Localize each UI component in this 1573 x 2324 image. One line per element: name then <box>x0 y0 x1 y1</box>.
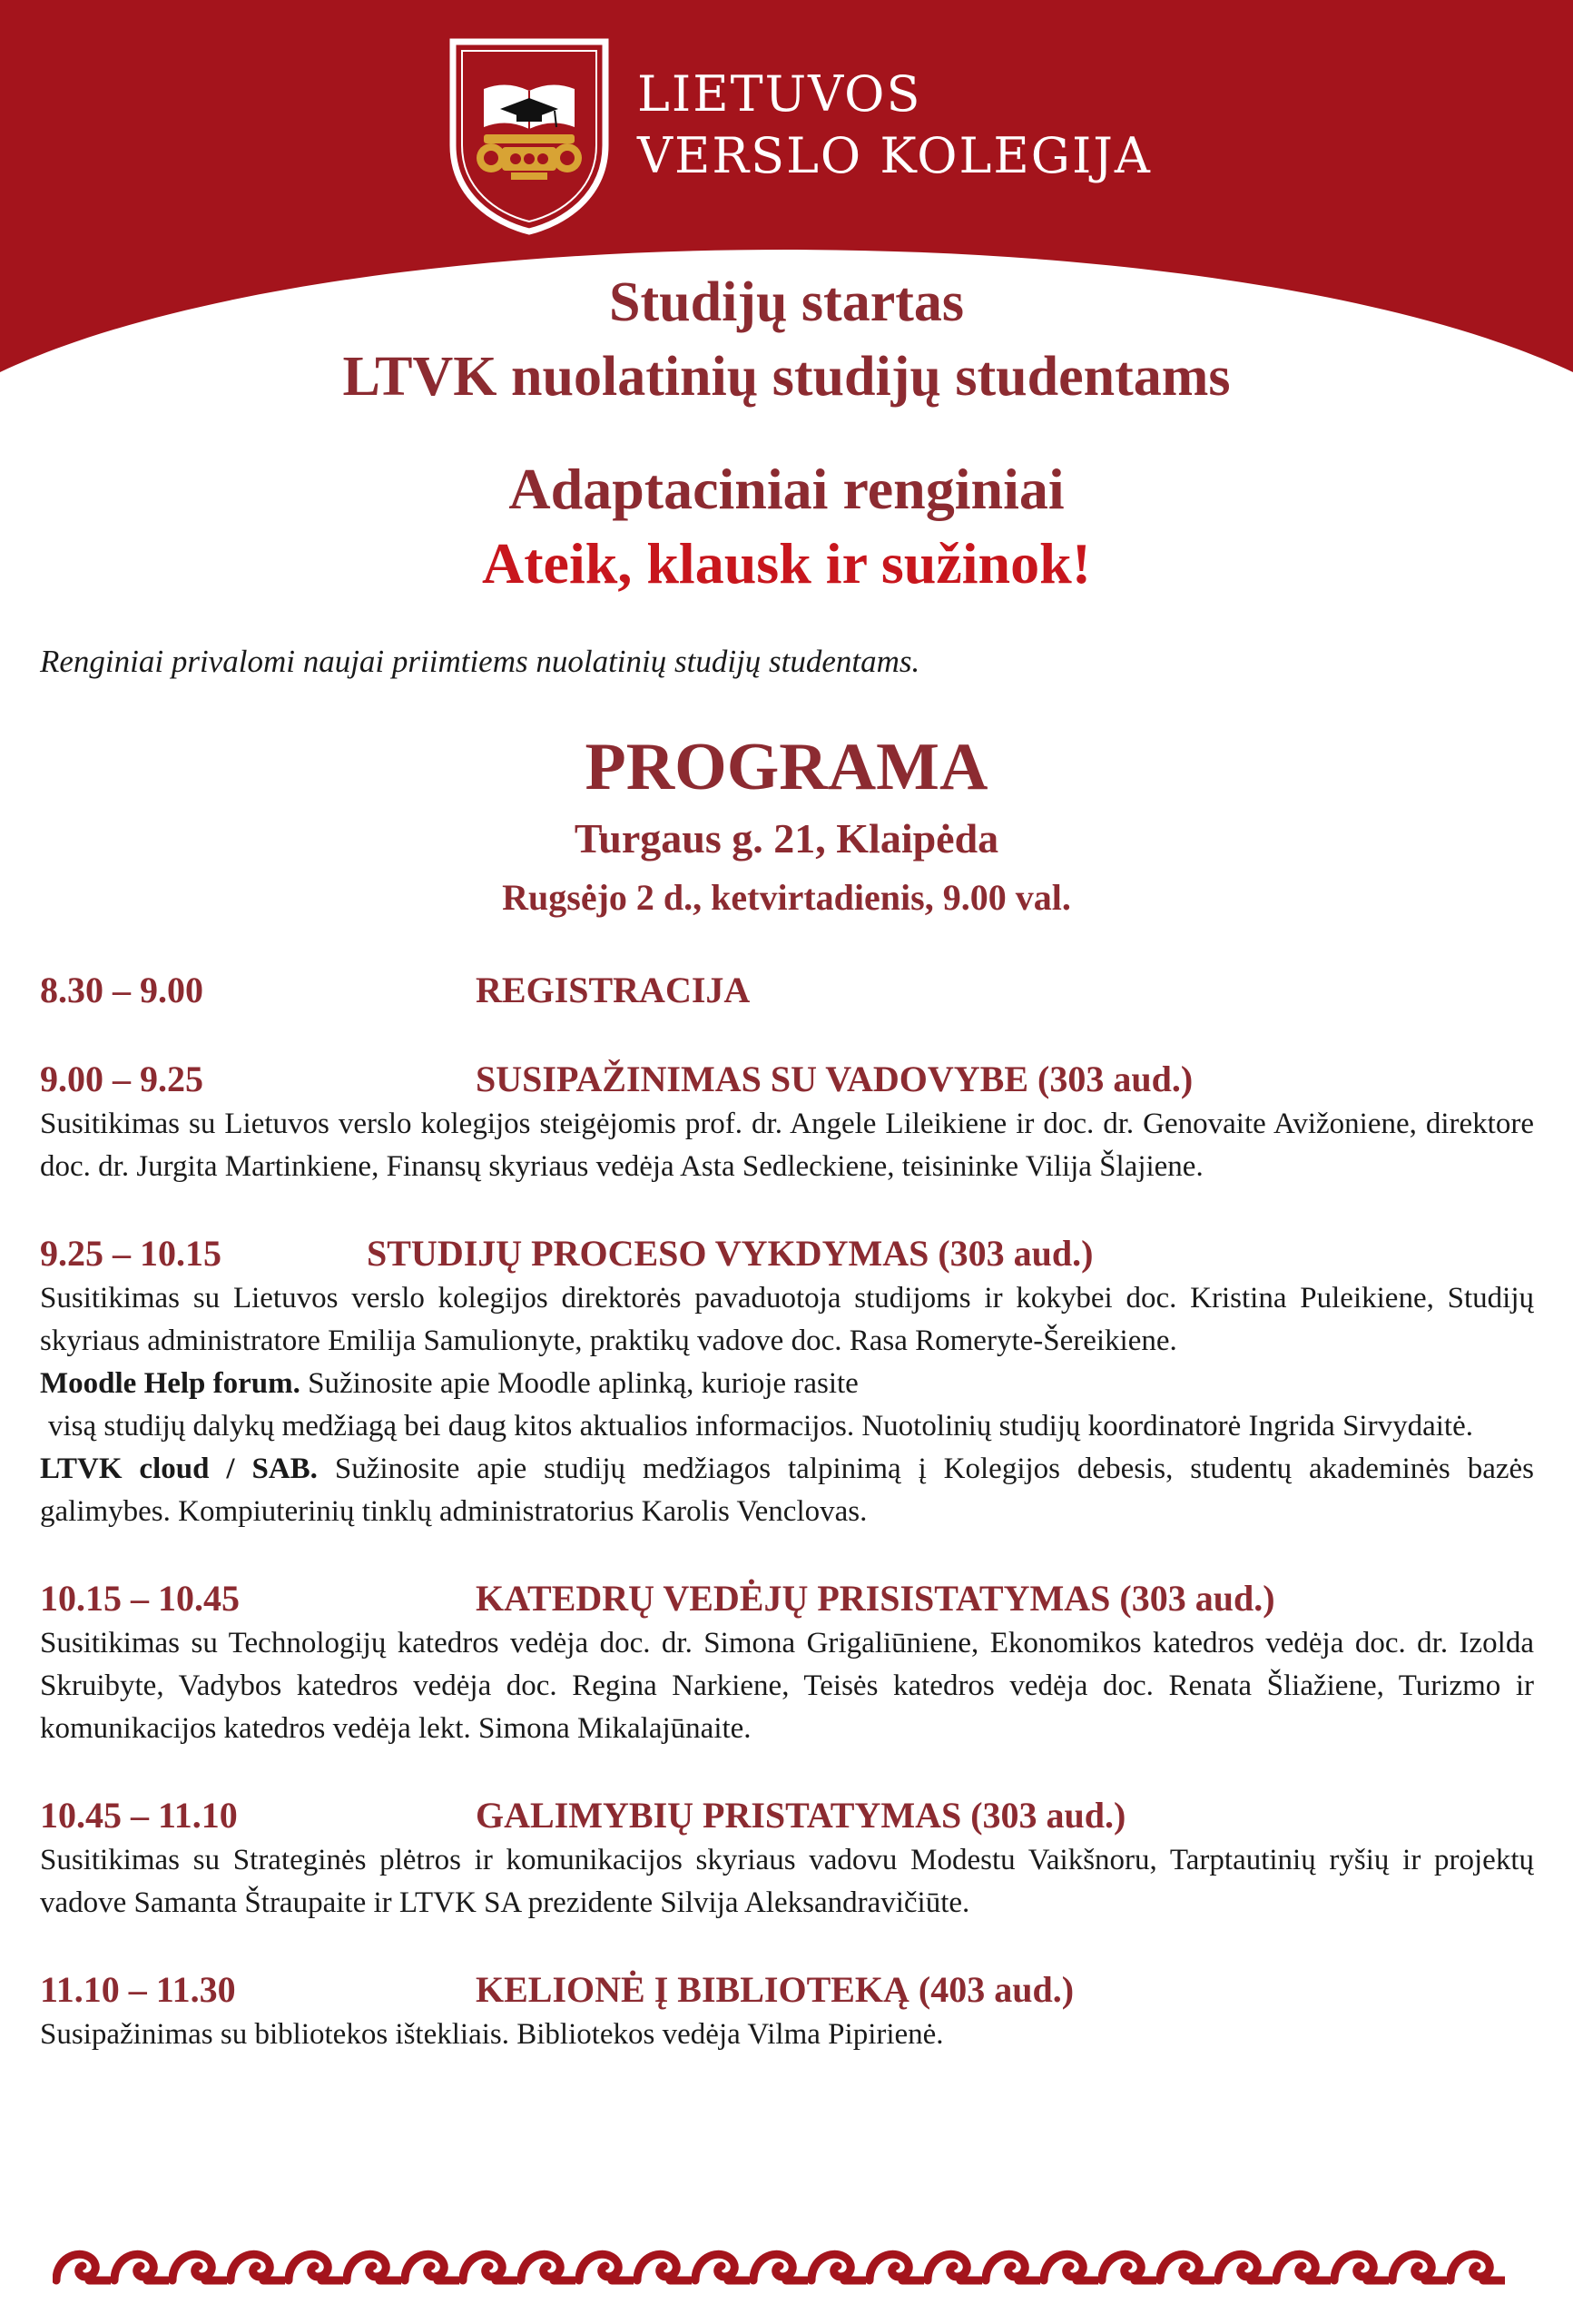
college-name-line2: VERSLO KOLEGIJA <box>637 127 1152 184</box>
moodle-paragraph <box>40 1363 1534 1405</box>
college-name-line1: LIETUVOS <box>637 65 922 123</box>
agenda-row <box>40 967 1534 1014</box>
agenda-item <box>40 1575 1534 1750</box>
agenda-item <box>40 1056 1534 1188</box>
agenda-desc-text: Susitikimas su Lietuvos verslo kolegijos steigėjomis prof. dr. Angele Lileikiene ir doc. dr. Genovaite Avižoniene, direktore doc. dr. Jurgita Martinkiene, Finansų skyriaus vedėja Asta Sedleckiene, teisininke Vilija Šlajiene. <box>40 1108 1534 1183</box>
agenda-description <box>40 1103 1534 1188</box>
agenda-time: 9.25 – 10.15 <box>40 1233 221 1274</box>
agenda-item <box>40 1230 1534 1533</box>
agenda-item <box>40 967 1534 1014</box>
agenda-row <box>40 1792 1534 1839</box>
mandatory-note: Renginiai privalomi naujai priimtiems nuolatinių studijų studentams. <box>40 644 920 679</box>
agenda-list <box>40 967 1534 2098</box>
agenda-title: KATEDRŲ VEDĖJŲ PRISISTATYMAS (303 aud.) <box>476 1578 1275 1619</box>
main-title-line2: LTVK nuolatinių studijų studentams <box>342 346 1231 408</box>
program-title: PROGRAMA <box>585 730 988 804</box>
main-title <box>0 265 1573 414</box>
cloud-text: Sužinosite apie studijų medžiagos talpinimą į Kolegijos debesis, studentų akademinės bazės galimybes. Kompiuterinių tinklų administratorius Karolis Venclovas. <box>40 1452 1534 1528</box>
agenda-desc-text: Susitikimas su Strateginės plėtros ir komunikacijos skyriaus vadovu Modestu Vaikšnoru, Tarptautinių ryšių ir projektų vadove Samanta Štraupaite ir LTVK SA prezidente Silvija Aleksandravičiūte. <box>40 1844 1534 1919</box>
agenda-description <box>40 2014 1534 2056</box>
agenda-row <box>40 1056 1534 1103</box>
moodle-label: Moodle Help forum. <box>40 1367 300 1400</box>
agenda-title: REGISTRACIJA <box>476 970 751 1010</box>
moodle-text-2: visą studijų dalykų medžiagą bei daug kitos aktualios informacijos. Nuotolinių studijų koordinatorė Ingrida Sirvydaitė. <box>48 1410 1473 1443</box>
program-date: Rugsėjo 2 d., ketvirtadienis, 9.00 val. <box>502 877 1071 918</box>
college-logo-icon <box>447 36 611 236</box>
agenda-time: 8.30 – 9.00 <box>40 970 203 1010</box>
agenda-time: 9.00 – 9.25 <box>40 1059 203 1099</box>
agenda-time: 10.45 – 11.10 <box>40 1795 238 1836</box>
agenda-desc-text: Susitikimas su Lietuvos verslo kolegijos direktorės pavaduotoja studijoms ir kokybei doc. Kristina Puleikiene, Studijų skyriaus administratore Emilija Samulionyte, praktikų vadove doc. Rasa Romeryte-Šereikiene. <box>40 1282 1534 1357</box>
moodle-text-1: Sužinosite apie Moodle aplinką, kurioje rasite <box>308 1367 859 1400</box>
agenda-time: 10.15 – 10.45 <box>40 1578 240 1619</box>
agenda-description <box>40 1277 1534 1533</box>
agenda-title: KELIONĖ Į BIBLIOTEKĄ (403 aud.) <box>476 1969 1075 2010</box>
agenda-description <box>40 1839 1534 1925</box>
agenda-desc-text: Susitikimas su Technologijų katedros vedėja doc. dr. Simona Grigaliūniene, Ekonomikos katedros vedėja doc. dr. Izolda Skruibyte, Vadybos katedros vedėja doc. Regina Narkiene, Teisės katedros vedėja doc. Renata Šliažiene, Turizmo ir komunikacijos katedros vedėja lekt. Simona Mikalajūnaite. <box>40 1627 1534 1745</box>
agenda-item <box>40 1966 1534 2056</box>
agenda-time: 11.10 – 11.30 <box>40 1969 236 2010</box>
wave-ornament-icon <box>53 2240 1505 2293</box>
agenda-row <box>40 1230 1534 1277</box>
agenda-title: SUSIPAŽINIMAS SU VADOVYBE (303 aud.) <box>476 1059 1194 1099</box>
agenda-item <box>40 1792 1534 1925</box>
slogan: Ateik, klausk ir sužinok! <box>482 531 1091 596</box>
agenda-title: GALIMYBIŲ PRISTATYMAS (303 aud.) <box>476 1795 1126 1836</box>
cloud-label: LTVK cloud / SAB. <box>40 1452 318 1485</box>
main-title-line1: Studijų startas <box>608 271 964 333</box>
agenda-row <box>40 1575 1534 1622</box>
agenda-title: STUDIJŲ PROCESO VYKDYMAS (303 aud.) <box>367 1233 1094 1274</box>
cloud-paragraph <box>40 1448 1534 1533</box>
college-name <box>637 64 1152 187</box>
program-address: Turgaus g. 21, Klaipėda <box>574 815 999 862</box>
subtitle: Adaptaciniai renginiai <box>508 457 1065 521</box>
agenda-description <box>40 1622 1534 1750</box>
agenda-row <box>40 1966 1534 2014</box>
agenda-desc-text: Susipažinimas su bibliotekos ištekliais. Bibliotekos vedėja Vilma Pipirienė. <box>40 2018 944 2051</box>
